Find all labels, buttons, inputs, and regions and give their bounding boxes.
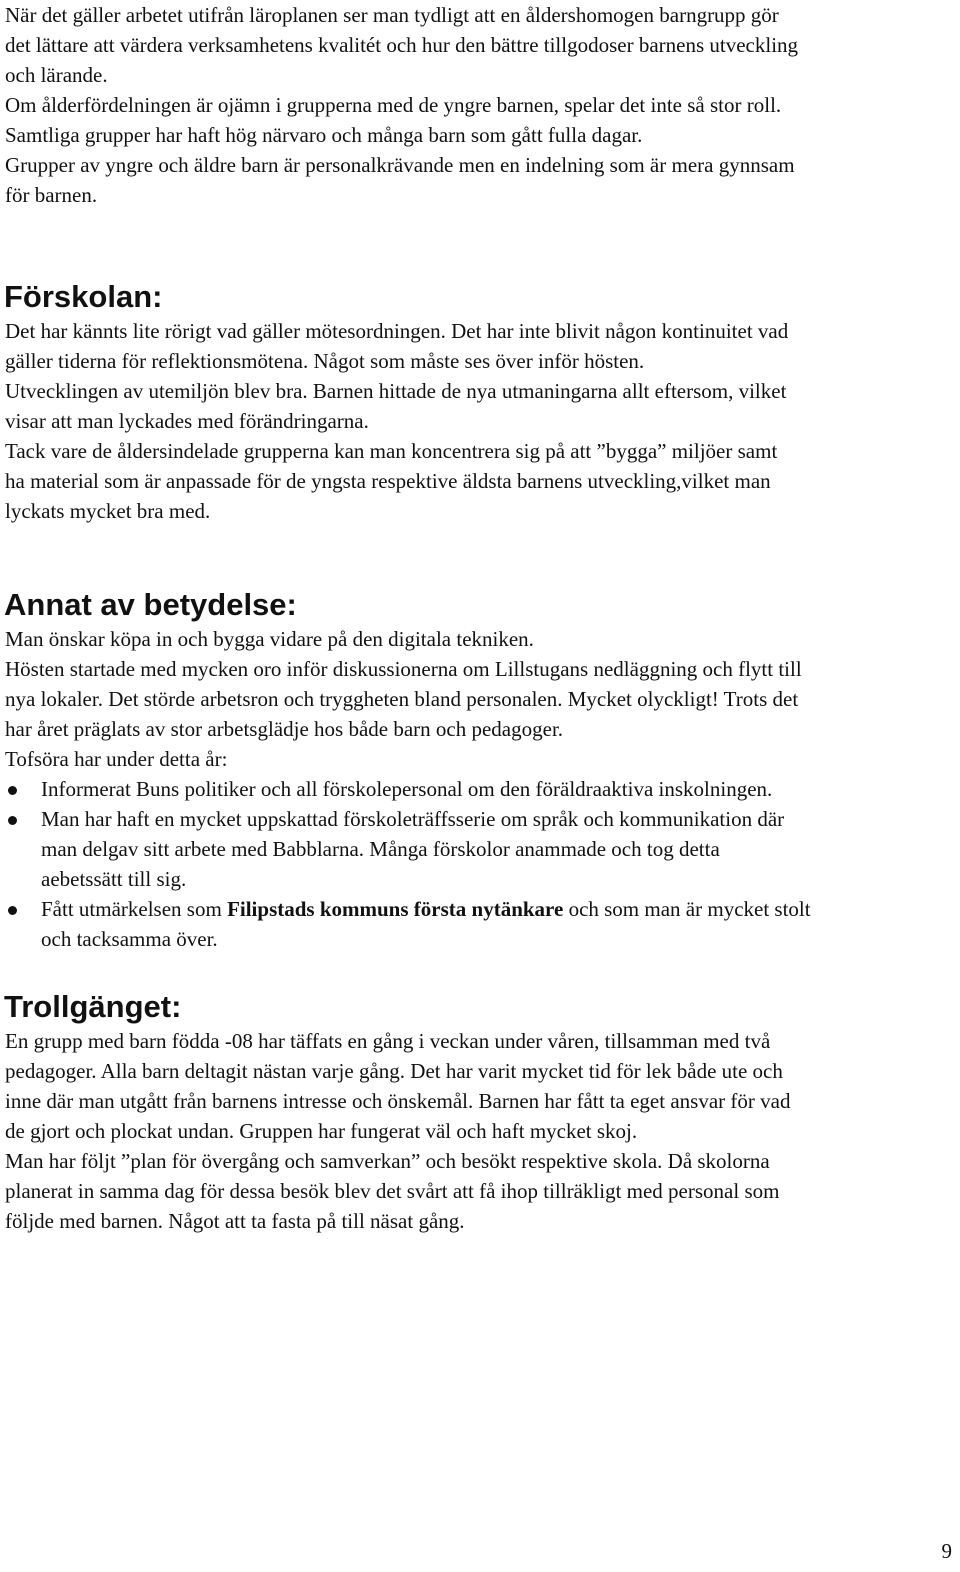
text-line: och tacksamma över.	[41, 927, 218, 951]
text-line: Om ålderfördelningen är ojämn i grupperna med de yngre barnen, spelar det inte så stor roll.	[5, 93, 782, 117]
text-line: Utvecklingen av utemiljön blev bra. Barnen hittade de nya utmaningarna allt eftersom, vilket	[5, 379, 787, 403]
section-heading-forskolan: Förskolan:	[4, 279, 163, 314]
bullet-icon	[8, 786, 17, 795]
intro-paragraph	[5, 0, 957, 210]
text-line: det lättare att värdera verksamhetens kvalitét och hur den bättre tillgodoser barnens utveckling	[5, 33, 799, 57]
section-heading-trollganget: Trollgänget:	[4, 989, 182, 1024]
page-number: 9	[941, 1539, 952, 1563]
text-line: lyckats mycket bra med.	[5, 499, 211, 523]
forskolan-paragraph	[5, 316, 957, 526]
list-item	[5, 774, 957, 804]
text-line: pedagoger. Alla barn deltagit nästan varje gång. Det har varit mycket tid för lek både ute och	[5, 1059, 783, 1083]
text-line: Informerat Buns politiker och all förskolepersonal om den föräldraaktiva inskolningen.	[41, 777, 773, 801]
text-line: Det har kännts lite rörigt vad gäller mötesordningen. Det har inte blivit någon kontinuitet vad	[5, 319, 789, 343]
text-line: aebetssätt till sig.	[41, 867, 187, 891]
section-heading-annat: Annat av betydelse:	[4, 587, 297, 622]
text-line: har året präglats av stor arbetsglädje hos både barn och pedagoger.	[5, 717, 564, 741]
text-run: och som man är mycket stolt	[563, 897, 811, 921]
text-line: man delgav sitt arbete med Babblarna. Många förskolor anammade och tog detta	[41, 837, 720, 861]
text-line: ha material som är anpassade för de yngsta respektive äldsta barnens utveckling,vilket man	[5, 469, 771, 493]
text-line: Grupper av yngre och äldre barn är personalkrävande men en indelning som är mera gynnsam	[5, 153, 795, 177]
text-line: Hösten startade med mycken oro inför diskussionerna om Lillstugans nedläggning och flytt till	[5, 657, 802, 681]
text-line: de gjort och plockat undan. Gruppen har fungerat väl och haft mycket skoj.	[5, 1119, 638, 1143]
text-line: Man har haft en mycket uppskattad förskoleträffsserie om språk och kommunikation där	[41, 807, 785, 831]
trollganget-paragraph	[5, 1026, 957, 1236]
text-line: Samtliga grupper har haft hög närvaro och många barn som gått fulla dagar.	[5, 123, 643, 147]
bullet-icon	[8, 906, 17, 915]
text-line: gäller tiderna för reflektionsmötena. Något som måste ses över inför hösten.	[5, 349, 645, 373]
text-line: inne där man utgått från barnens intresse och önskemål. Barnen har fått ta eget ansvar för vad	[5, 1089, 791, 1113]
bullet-icon	[8, 816, 17, 825]
list-item	[5, 894, 957, 954]
text-line: Tack vare de åldersindelade grupperna kan man koncentrera sig på att ”bygga” miljöer samt	[5, 439, 778, 463]
text-line	[41, 894, 957, 924]
text-line: för barnen.	[5, 183, 98, 207]
text-line: visar att man lyckades med förändringarna.	[5, 409, 369, 433]
text-line: Man har följt ”plan för övergång och samverkan” och besökt respektive skola. Då skolorna	[5, 1149, 770, 1173]
text-line: Tofsöra har under detta år:	[5, 747, 228, 771]
annat-paragraph	[5, 624, 957, 774]
text-run: Fått utmärkelsen som	[41, 897, 228, 921]
text-line: När det gäller arbetet utifrån läroplanen ser man tydligt att en åldershomogen barngrupp gör	[5, 3, 779, 27]
award-name: Filipstads kommuns första nytänkare	[227, 897, 564, 921]
text-line: En grupp med barn födda -08 har täffats en gång i veckan under våren, tillsamman med två	[5, 1029, 771, 1053]
bullet-list	[5, 774, 957, 954]
text-line: nya lokaler. Det störde arbetsron och tryggheten bland personalen. Mycket olyckligt! Trots det	[5, 687, 799, 711]
text-line: följde med barnen. Något att ta fasta på till näsat gång.	[5, 1209, 465, 1233]
text-line: och lärande.	[5, 63, 108, 87]
list-item	[5, 804, 957, 894]
text-line: Man önskar köpa in och bygga vidare på den digitala tekniken.	[5, 627, 534, 651]
text-line: planerat in samma dag för dessa besök blev det svårt att få ihop tillräkligt med personal som	[5, 1179, 780, 1203]
